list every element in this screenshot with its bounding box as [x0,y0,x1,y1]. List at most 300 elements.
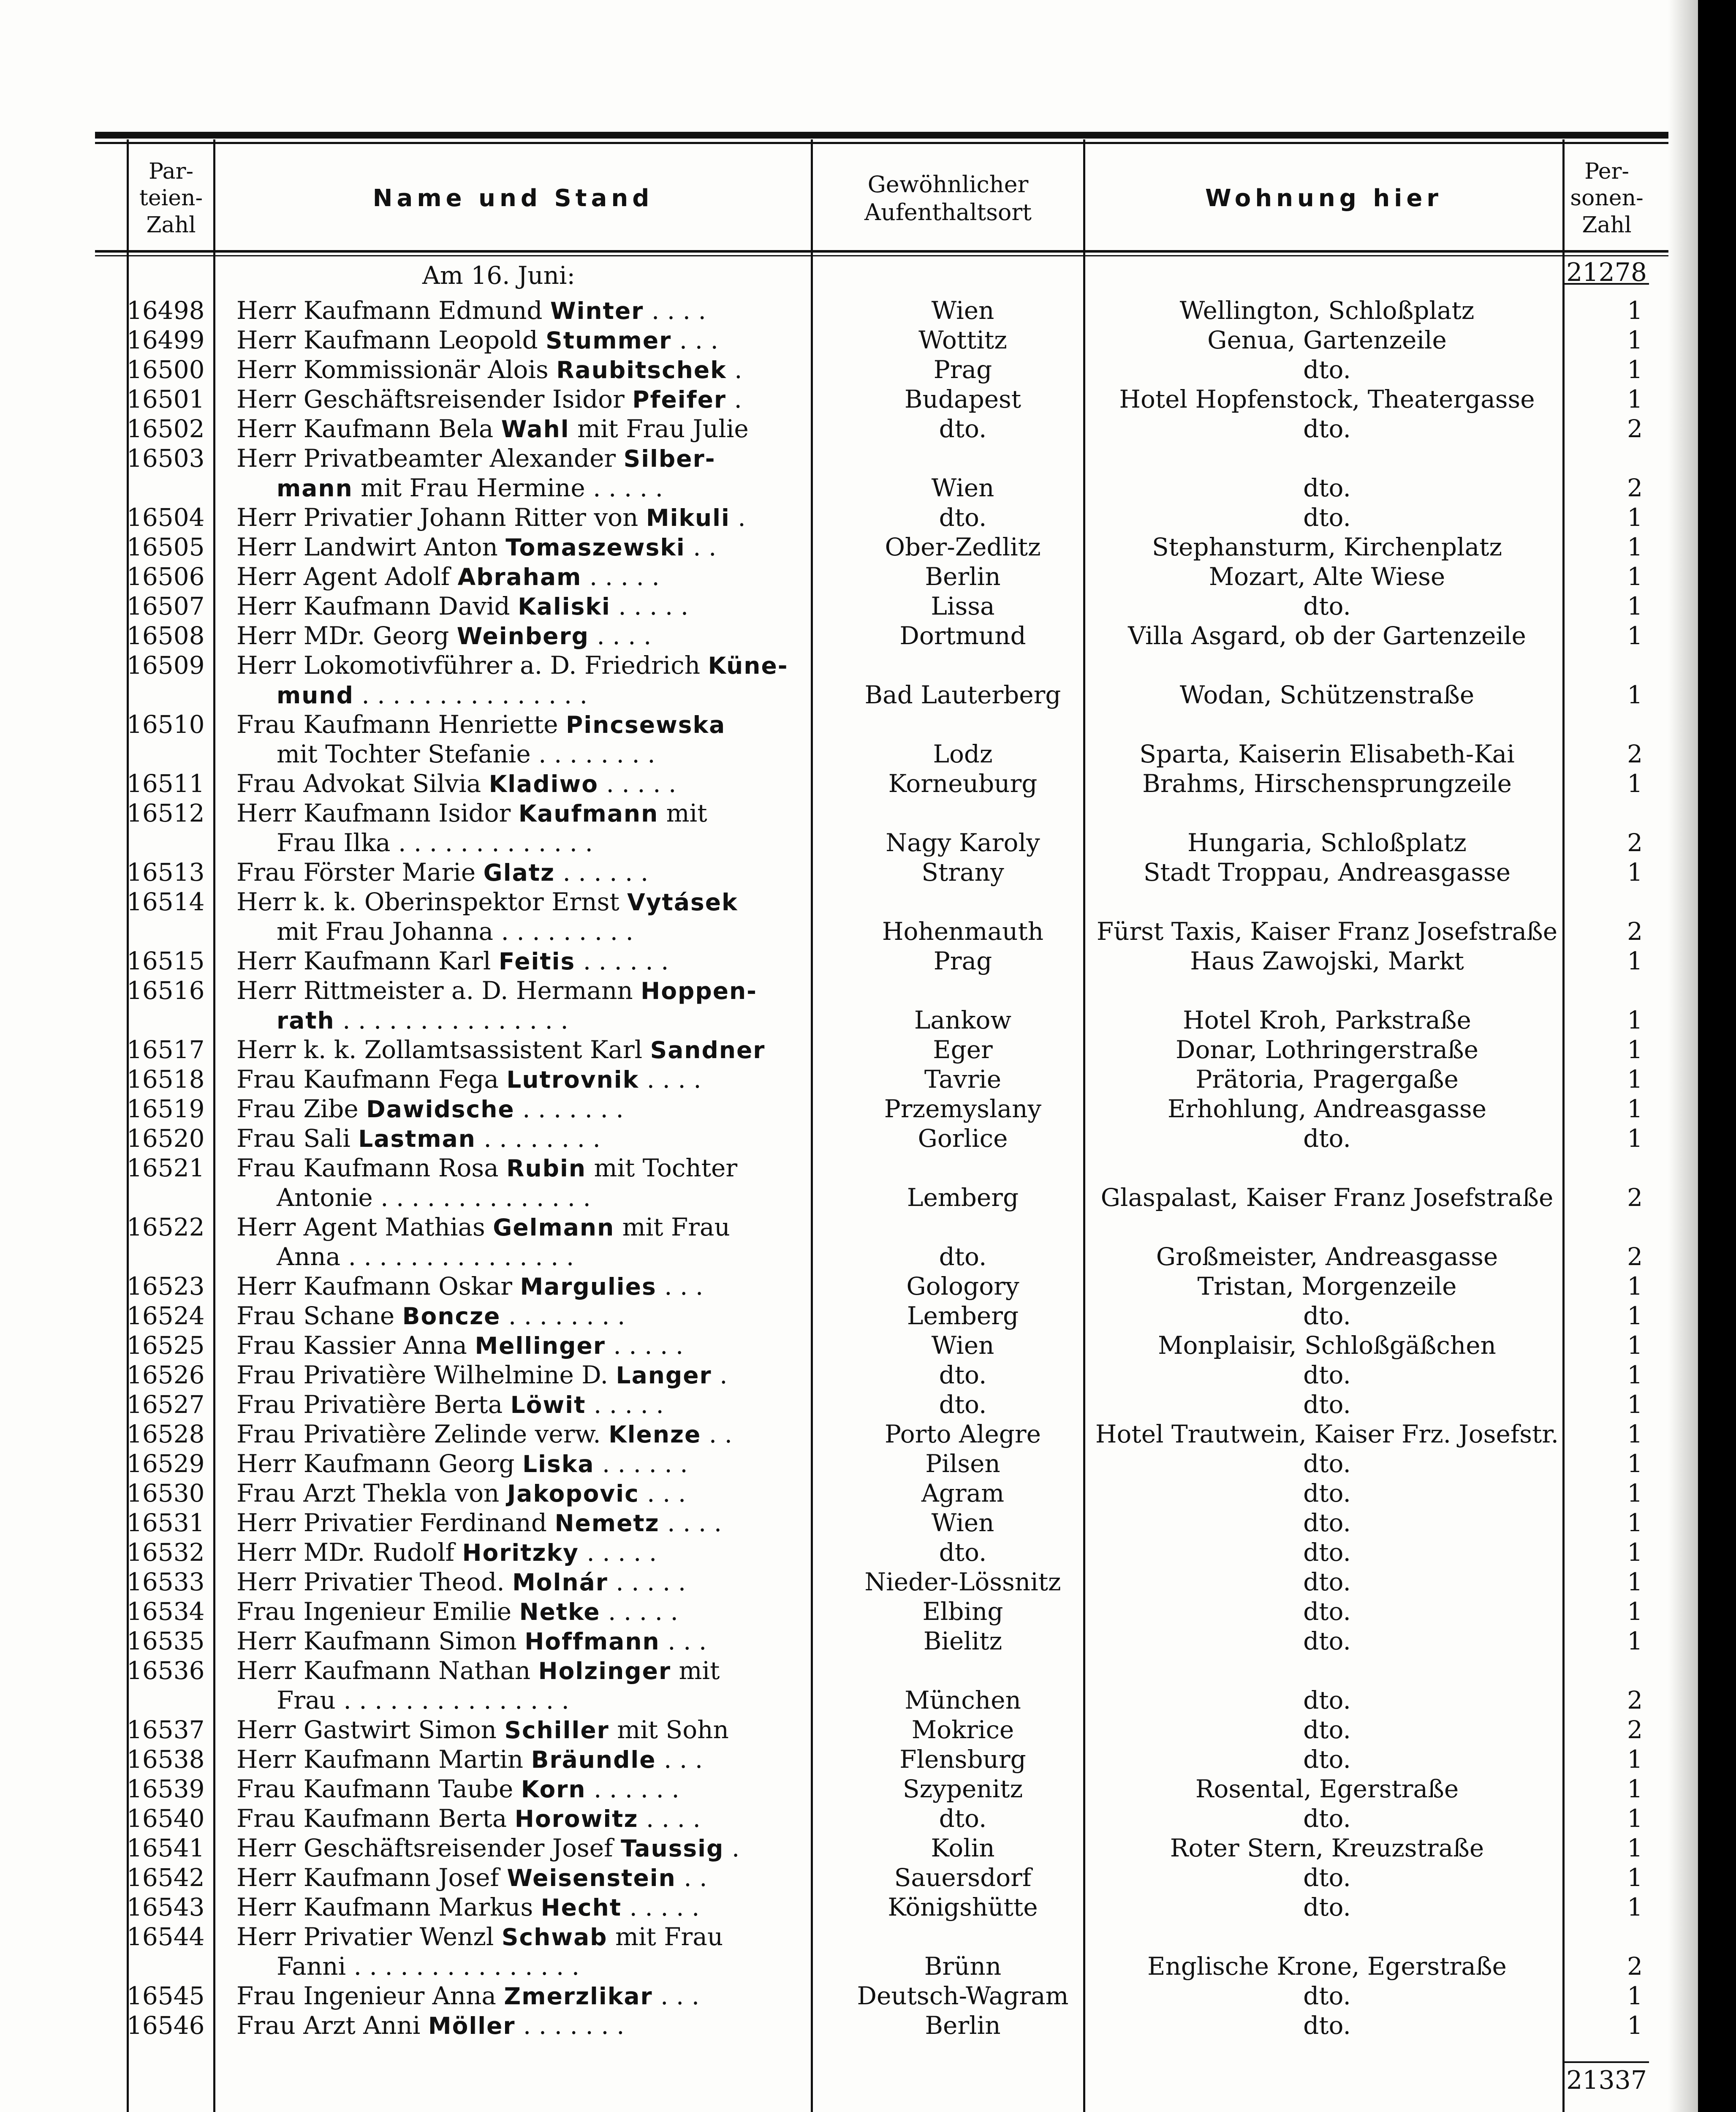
name-prefix: Herr Agent Mathias [236,1213,493,1241]
local-address: Brahms, Hirschensprungzeile [1142,769,1512,798]
name-suffix: mit Frau Julie [569,414,749,443]
name-suffix: . . . . [589,621,652,650]
person-count: 2 [1627,740,1643,768]
total-end: 21337 [1566,2066,1647,2095]
local-address: Erhohlung, Andreasgasse [1167,1094,1487,1123]
name-and-status [236,1863,811,1893]
name-and-status [236,1331,811,1361]
usual-residence: Pilsen [925,1449,1000,1478]
name-prefix: Frau Ingenieur Emilie [236,1597,519,1626]
table-row [0,1833,1668,1863]
local-address: dto. [1303,1627,1351,1655]
usual-residence: Hohenmauth [882,917,1044,946]
name-and-status [236,1715,811,1745]
name-prefix: Herr Rittmeister a. D. Hermann [236,976,641,1005]
surname: Raubitschek [556,357,727,384]
name-prefix: Herr Kaufmann Josef [236,1863,507,1892]
party-number: 16541 [127,1834,205,1862]
usual-residence: Korneuburg [888,769,1038,798]
name-and-status [236,296,811,326]
surname: rath [277,1007,335,1034]
table-row [0,414,1668,444]
surname: Rubin [506,1155,587,1182]
usual-residence: Mokrice [911,1715,1014,1744]
name-prefix: Frau Arzt Thekla von [236,1479,507,1508]
top-rule-thin [95,142,1672,144]
usual-residence: Ober-Zedlitz [885,533,1041,561]
name-prefix: mit Tochter Stefanie . . . . . . . . [277,740,655,768]
name-prefix: Frau Advokat Silvia [236,769,489,798]
local-address: dto. [1303,1597,1351,1626]
local-address: Großmeister, Andreasgasse [1156,1242,1498,1271]
header-col-address: Wohnung hier [1205,184,1443,212]
name-prefix: Frau . . . . . . . . . . . . . . . [277,1686,569,1715]
surname: Pincsewska [566,711,726,738]
local-address: dto. [1303,1981,1351,2010]
local-address: dto. [1303,1804,1351,1833]
local-address: dto. [1303,1124,1351,1153]
name-prefix: Herr k. k. Zollamtsassistent Karl [236,1035,650,1064]
name-suffix: . [726,355,742,384]
party-number: 16517 [127,1035,205,1064]
person-count: 2 [1627,1242,1643,1271]
name-and-status [236,739,851,769]
surname: Löwit [510,1391,586,1418]
name-suffix: . [726,385,742,414]
table-row [0,1478,1668,1508]
table-row [0,976,1668,1005]
local-address: dto. [1303,1863,1351,1892]
table-row [0,1538,1668,1567]
name-suffix: . . [676,1863,707,1892]
name-and-status [236,1419,811,1449]
party-number: 16513 [127,858,205,887]
table-row [0,1301,1668,1331]
name-and-status [236,1478,811,1508]
person-count: 1 [1627,1981,1643,2010]
table-row [0,1390,1668,1419]
name-prefix: Frau Privatière Berta [236,1390,511,1419]
usual-residence: Lankow [914,1006,1012,1034]
party-number: 16531 [127,1508,205,1537]
name-suffix: . . . . [639,1065,701,1094]
party-number: 16503 [127,444,205,473]
top-rule [95,132,1672,139]
name-prefix: Herr Geschäftsreisender Isidor [236,385,633,414]
name-and-status [236,917,851,947]
name-prefix: Anna . . . . . . . . . . . . . . . [277,1242,574,1271]
party-number: 16515 [127,947,205,975]
name-prefix: Frau Privatière Wilhelmine D. [236,1361,616,1389]
surname: Dawidsche [366,1096,515,1123]
local-address: Hotel Kroh, Parkstraße [1183,1006,1471,1034]
local-address: Prätoria, Pragergaße [1195,1065,1459,1094]
name-and-status [236,473,851,503]
usual-residence: Berlin [925,2011,1001,2040]
table-row [0,1774,1668,1804]
name-suffix: . . . . . . . [515,2011,625,2040]
name-suffix: . [724,1834,740,1862]
person-count: 1 [1627,1301,1643,1330]
usual-residence: dto. [939,1242,987,1271]
local-address: Wodan, Schützenstraße [1179,680,1475,709]
usual-residence: Lissa [931,592,995,621]
usual-residence: Lemberg [907,1183,1019,1212]
name-and-status [236,2011,811,2041]
surname: Schwab [501,1924,608,1951]
table-row [0,1419,1668,1449]
usual-residence: Wien [931,1331,994,1360]
party-number: 16540 [127,1804,205,1833]
name-prefix: Herr Landwirt Anton [236,533,506,561]
local-address: Genua, Gartenzeile [1207,326,1447,354]
usual-residence: Flensburg [899,1745,1026,1774]
surname: Möller [428,2012,516,2039]
person-count: 1 [1627,533,1643,561]
party-number: 16511 [127,769,205,798]
surname: Weisenstein [507,1864,676,1892]
surname: Kaliski [518,593,611,620]
party-number: 16522 [127,1213,205,1241]
person-count: 1 [1627,296,1643,325]
local-address: dto. [1303,503,1351,532]
usual-residence: Szypenitz [902,1775,1023,1803]
person-count: 1 [1627,769,1643,798]
name-and-status [236,532,811,562]
party-number: 16534 [127,1597,205,1626]
local-address: Sparta, Kaiserin Elisabeth-Kai [1139,740,1515,768]
party-number: 16535 [127,1627,205,1655]
person-count: 1 [1627,1331,1643,1360]
local-address: dto. [1303,1538,1351,1567]
local-address: Haus Zawojski, Markt [1190,947,1464,975]
person-count: 2 [1627,1183,1643,1212]
party-number: 16524 [127,1301,205,1330]
name-suffix: . . . . . [605,1331,684,1360]
name-suffix: mit Frau [607,1922,723,1951]
name-and-status [236,1833,811,1863]
name-prefix: Herr Kaufmann Edmund [236,296,550,325]
local-address: Monplaisir, Schloßgäßchen [1158,1331,1496,1360]
name-and-status [236,887,811,917]
party-number: 16498 [127,296,205,325]
header-col-persons: Per- sonen- Zahl [1570,158,1644,238]
surname: Gelmann [493,1214,615,1241]
usual-residence: Lodz [933,740,993,768]
table-row [0,562,1668,591]
name-and-status [236,1212,811,1242]
name-suffix: . . . . . . . . . . . . . . . [354,680,588,709]
name-prefix: Herr Kaufmann Nathan [236,1656,538,1685]
surname: Wahl [501,416,570,443]
usual-residence: dto. [939,1804,987,1833]
name-suffix: . . . . . [579,1538,657,1567]
table-row [0,1863,1668,1892]
usual-residence: Tavrie [924,1065,1002,1094]
party-number: 16506 [127,562,205,591]
party-number: 16508 [127,621,205,650]
usual-residence: Wien [931,474,994,502]
table-row [0,2011,1668,2040]
table-row [0,680,1668,710]
table-row [0,532,1668,562]
table-row [0,1715,1668,1745]
party-number: 16504 [127,503,205,532]
surname: Hecht [541,1894,622,1921]
name-prefix: Herr Kaufmann Leopold [236,326,546,354]
name-prefix: Herr Privatier Theod. [236,1568,513,1596]
name-and-status [236,710,811,740]
table-row [0,1656,1668,1685]
table-row [0,769,1668,798]
name-and-status [236,1183,851,1213]
table-row [0,1892,1668,1922]
name-and-status [236,562,811,592]
party-number: 16539 [127,1775,205,1803]
local-address: dto. [1303,2011,1351,2040]
name-suffix: . [730,503,746,532]
usual-residence: dto. [939,1538,987,1567]
name-suffix: . . . . . [608,1568,686,1596]
name-prefix: Herr Privatier Johann Ritter von [236,503,646,532]
name-and-status [236,1242,851,1272]
header-col-origin: Gewöhnlicher Aufenthaltsort [864,171,1032,226]
local-address: dto. [1303,474,1351,502]
party-number: 16507 [127,592,205,621]
name-prefix: Herr MDr. Georg [236,621,457,650]
usual-residence: Prag [933,947,992,975]
person-count: 1 [1627,1094,1643,1123]
name-and-status [236,769,811,799]
person-count: 2 [1627,1686,1643,1715]
local-address: Englische Krone, Egerstraße [1147,1952,1507,1981]
surname: Silber- [623,445,716,472]
surname: Weinberg [456,623,589,650]
party-number: 16536 [127,1656,205,1685]
table-row [0,828,1668,857]
name-and-status [236,591,811,621]
usual-residence: Eger [933,1035,993,1064]
table-row [0,798,1668,828]
local-address: Stadt Troppau, Andreasgasse [1143,858,1511,887]
usual-residence: Sauersdorf [894,1863,1032,1892]
local-address: Villa Asgard, ob der Gartenzeile [1128,621,1526,650]
surname: Lastman [358,1125,476,1152]
party-number: 16538 [127,1745,205,1774]
name-and-status [236,680,851,710]
surname: Glatz [483,859,555,886]
name-prefix: Herr Kaufmann Georg [236,1449,523,1478]
name-prefix: Herr Kaufmann Bela [236,414,501,443]
name-suffix: . . . [652,1981,700,2010]
table-row [0,1331,1668,1360]
table-row [0,1626,1668,1656]
name-suffix: . . [685,533,717,561]
party-number: 16519 [127,1094,205,1123]
name-prefix: Frau Kaufmann Fega [236,1065,507,1094]
name-suffix: . . . . . . [586,1775,679,1803]
name-suffix: . . . . . [586,1390,664,1419]
name-suffix: . . . . [638,1804,701,1833]
table-row [0,1449,1668,1478]
local-address: Hungaria, Schloßplatz [1187,828,1467,857]
surname: Winter [550,297,644,324]
name-and-status [236,1656,811,1686]
table-row [0,1064,1668,1094]
name-and-status [236,414,811,444]
name-suffix: . . . [639,1479,686,1508]
usual-residence: Berlin [925,562,1001,591]
local-address: dto. [1303,1715,1351,1744]
surname: Lutrovnik [506,1066,639,1093]
surname: Boncze [402,1303,501,1330]
table-row [0,1124,1668,1153]
name-prefix: Herr Kaufmann Simon [236,1627,525,1655]
party-number: 16546 [127,2011,205,2040]
usual-residence: dto. [939,503,987,532]
person-count: 1 [1627,2011,1643,2040]
usual-residence: Agram [921,1479,1005,1508]
person-count: 1 [1627,1272,1643,1301]
surname: Zmerzlikar [504,1983,653,2010]
usual-residence: Wien [931,1508,994,1537]
usual-residence: Dortmund [899,621,1026,650]
name-and-status [236,444,811,474]
person-count: 1 [1627,1775,1643,1803]
party-number: 16529 [127,1449,205,1478]
name-prefix: Herr Kaufmann Karl [236,947,499,975]
usual-residence: Königshütte [888,1893,1038,1921]
name-prefix: Frau Kaufmann Berta [236,1804,515,1833]
name-prefix: Frau Schane [236,1301,402,1330]
person-count: 1 [1627,947,1643,975]
table-row [0,1242,1668,1271]
usual-residence: Lemberg [907,1301,1019,1330]
usual-residence: Gologory [906,1272,1019,1301]
name-and-status [236,384,811,414]
name-and-status [236,1390,811,1420]
name-prefix: Herr Agent Adolf [236,562,458,591]
date-line: Am 16. Juni: [422,261,576,290]
surname: Molnár [512,1569,608,1596]
party-number: 16500 [127,355,205,384]
local-address: dto. [1303,1893,1351,1921]
local-address: dto. [1303,592,1351,621]
person-count: 1 [1627,1479,1643,1508]
party-number: 16502 [127,414,205,443]
name-suffix: . . . . . . . . . . . . . . . [334,1006,568,1034]
surname: Hoppen- [641,977,758,1004]
name-prefix: Herr MDr. Rudolf [236,1538,462,1567]
table-row [0,355,1668,384]
local-address: Roter Stern, Kreuzstraße [1170,1834,1484,1862]
person-count: 1 [1627,1420,1643,1448]
surname: Netke [519,1598,600,1625]
party-number: 16543 [127,1893,205,1921]
table-row [0,473,1668,503]
name-prefix: Herr Kommissionär Alois [236,355,557,384]
surname: Hoffmann [524,1628,660,1655]
usual-residence: Gorlice [918,1124,1008,1153]
table-row [0,1005,1668,1035]
person-count: 1 [1627,1035,1643,1064]
person-count: 1 [1627,326,1643,354]
name-suffix: . . . [660,1627,707,1655]
party-number: 16499 [127,326,205,354]
name-and-status [236,1449,811,1479]
usual-residence: Przemyslany [884,1094,1042,1123]
name-prefix: Frau Privatière Zelinde verw. [236,1420,609,1448]
name-suffix: mit [658,799,707,827]
name-and-status [236,946,811,976]
local-address: Hotel Trautwein, Kaiser Frz. Josefstr. [1095,1420,1559,1448]
surname: Jakopovic [507,1480,639,1507]
name-prefix: Frau Förster Marie [236,858,484,887]
name-suffix: mit Sohn [609,1715,729,1744]
name-and-status [236,1745,811,1775]
name-prefix: Frau Kassier Anna [236,1331,475,1360]
name-and-status [236,1508,811,1538]
party-number: 16509 [127,651,205,680]
surname: Langer [616,1362,712,1389]
table-row [0,887,1668,917]
local-address: dto. [1303,1390,1351,1419]
name-suffix: . . . . . . [555,858,649,887]
name-suffix: mit [671,1656,720,1685]
surname: Schiller [504,1717,609,1744]
local-address: Mozart, Alte Wiese [1209,562,1445,591]
name-suffix: . . . . . [598,769,676,798]
table-row [0,325,1668,355]
table-row [0,1508,1668,1538]
local-address: dto. [1303,1301,1351,1330]
surname: Mellinger [475,1332,606,1359]
name-prefix: Herr k. k. Oberinspektor Ernst [236,887,628,916]
usual-residence: Budapest [904,385,1021,414]
surname: Abraham [457,563,582,591]
party-number: 16525 [127,1331,205,1360]
usual-residence: Strany [921,858,1004,887]
party-number: 16501 [127,385,205,414]
table-row [0,739,1668,769]
party-number: 16544 [127,1922,205,1951]
local-address: Stephansturm, Kirchenplatz [1152,533,1502,561]
usual-residence: Prag [933,355,992,384]
party-number: 16532 [127,1538,205,1567]
name-and-status [236,1005,851,1035]
surname: Pfeifer [632,386,727,413]
person-count: 1 [1627,1568,1643,1596]
local-address: Glaspalast, Kaiser Franz Josefstraße [1100,1183,1554,1212]
name-and-status [236,1981,811,2011]
name-suffix: . . . . . [610,592,689,621]
name-and-status [236,1035,811,1065]
table-row [0,917,1668,946]
table-row [0,296,1668,325]
header-col-num: Par- teien- Zahl [139,158,203,238]
party-number: 16520 [127,1124,205,1153]
name-and-status [236,1064,811,1094]
surname: Bräundle [531,1746,656,1773]
name-and-status [236,1804,811,1834]
local-address: dto. [1303,414,1351,443]
person-count: 1 [1627,858,1643,887]
name-prefix: Antonie . . . . . . . . . . . . . . [277,1183,591,1212]
surname: Margulies [520,1273,657,1300]
name-prefix: Frau Kaufmann Rosa [236,1154,507,1182]
table-row [0,1271,1668,1301]
table-row [0,1567,1668,1597]
